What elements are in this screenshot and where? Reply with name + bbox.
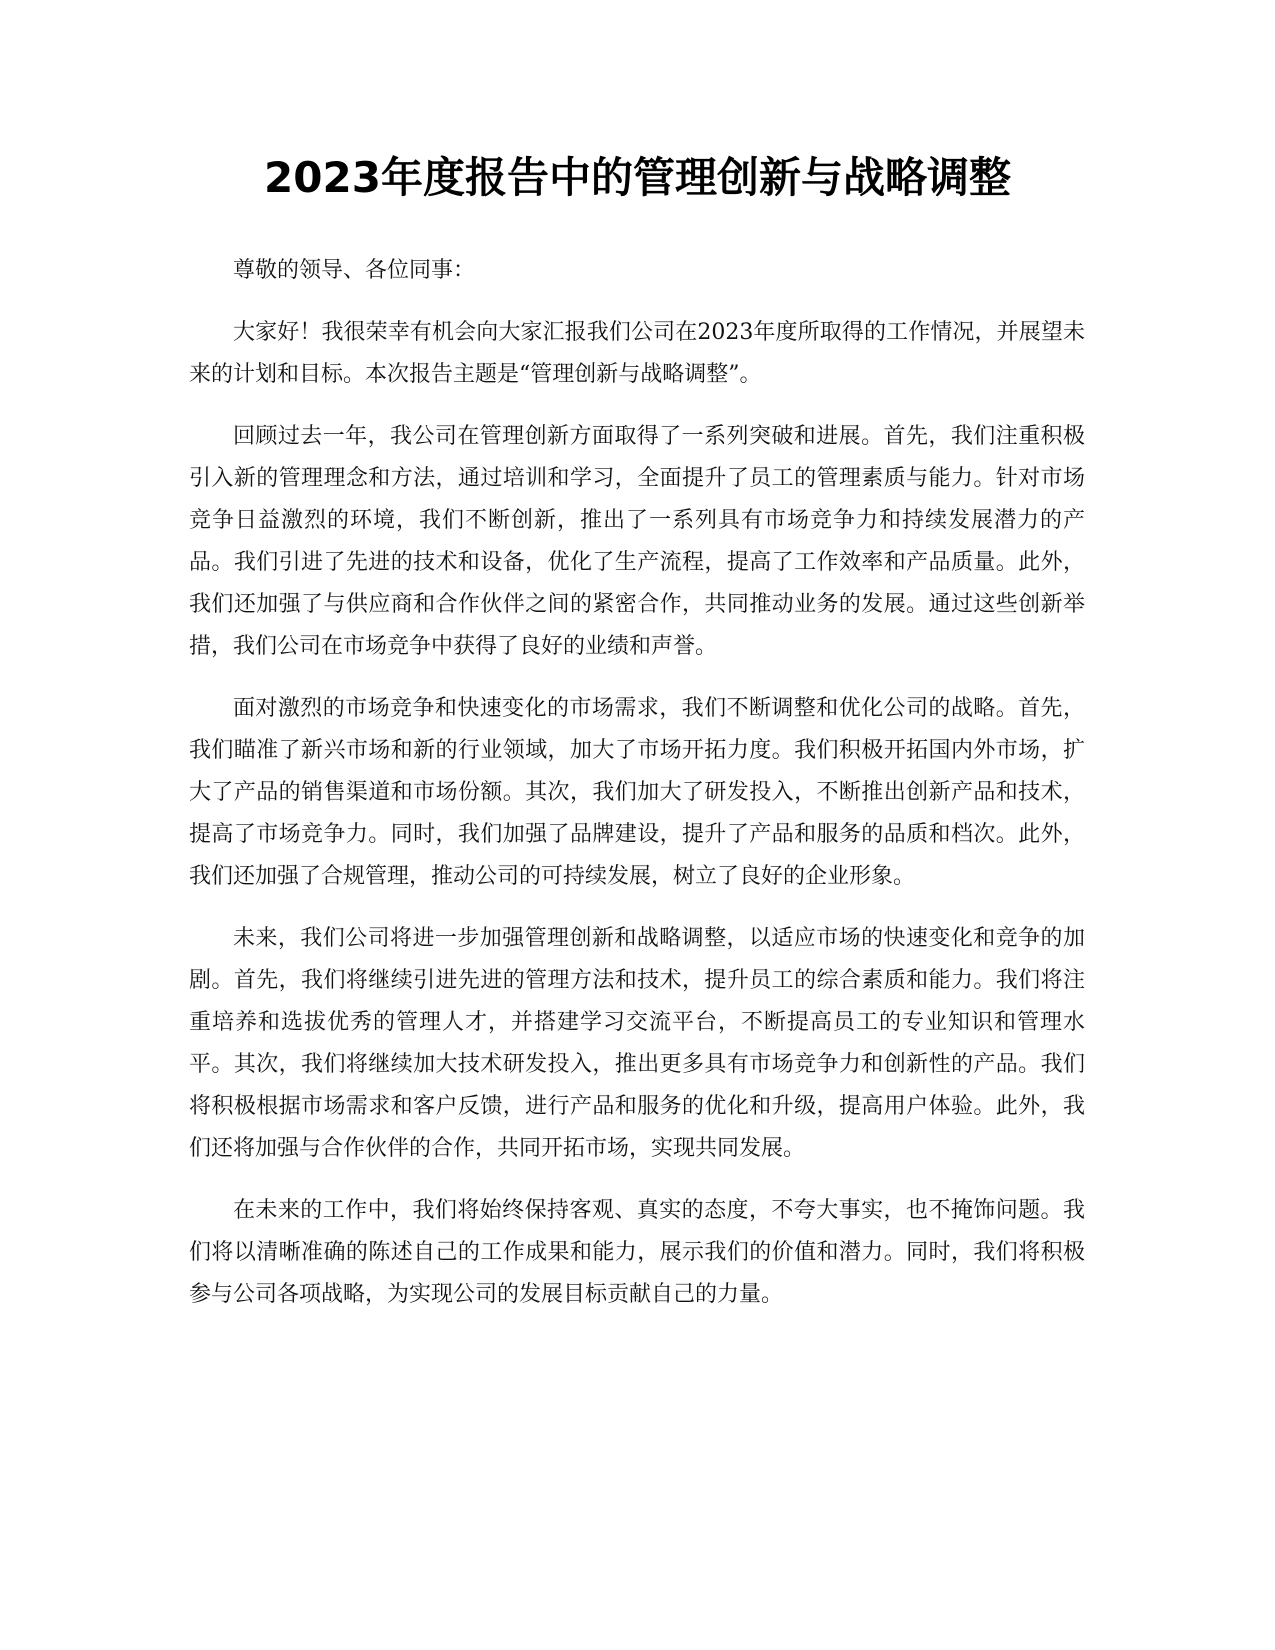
paragraph-future-plan: 未来，我们公司将进一步加强管理创新和战略调整，以适应市场的快速变化和竞争的加剧。首先，我们将继续引进先进的管理方法和技术，提升员工的综合素质和能力。我们将注重培养和选拔优秀的管理人才，并搭建学习交流平台，不断提高员工的专业知识和管理水平。其次，我们将继续加大技术研发投入，推出更多具有市场竞争力和创新性的产品。我们将积极根据市场需求和客户反馈，进行产品和服务的优化和升级，提高用户体验。此外，我们还将加强与合作伙伴的合作，共同开拓市场，实现共同发展。 [189, 926, 1085, 1161]
document-title: 2023年度报告中的管理创新与战略调整 [264, 153, 1011, 202]
paragraph-intro: 大家好！我很荣幸有机会向大家汇报我们公司在2023年度所取得的工作情况，并展望未来的计划和目标。本次报告主题是“管理创新与战略调整”。 [189, 320, 1085, 387]
paragraph-strategy-adjustment: 面对激烈的市场竞争和快速变化的市场需求，我们不断调整和优化公司的战略。首先，我们瞄准了新兴市场和新的行业领域，加大了市场开拓力度。我们积极开拓国内外市场，扩大了产品的销售渠道和市场份额。其次，我们加大了研发投入，不断推出创新产品和技术，提高了市场竞争力。同时，我们加强了品牌建设，提升了产品和服务的品质和档次。此外，我们还加强了合规管理，推动公司的可持续发展，树立了良好的企业形象。 [189, 696, 1085, 889]
paragraph-salutation: 尊敬的领导、各位同事： [233, 258, 476, 283]
document-body [189, 250, 1085, 1336]
paragraph-management-innovation: 回顾过去一年，我公司在管理创新方面取得了一系列突破和进展。首先，我们注重积极引入新的管理理念和方法，通过培训和学习，全面提升了员工的管理素质与能力。针对市场竞争日益激烈的环境，我们不断创新，推出了一系列具有市场竞争力和持续发展潜力的产品。我们引进了先进的技术和设备，优化了生产流程，提高了工作效率和产品质量。此外，我们还加强了与供应商和合作伙伴之间的紧密合作，共同推动业务的发展。通过这些创新举措，我们公司在市场竞争中获得了良好的业绩和声誉。 [189, 424, 1085, 659]
paragraph-closing: 在未来的工作中，我们将始终保持客观、真实的态度，不夸大事实，也不掩饰问题。我们将以清晰准确的陈述自己的工作成果和能力，展示我们的价值和潜力。同时，我们将积极参与公司各项战略，为实现公司的发展目标贡献自己的力量。 [189, 1198, 1085, 1307]
